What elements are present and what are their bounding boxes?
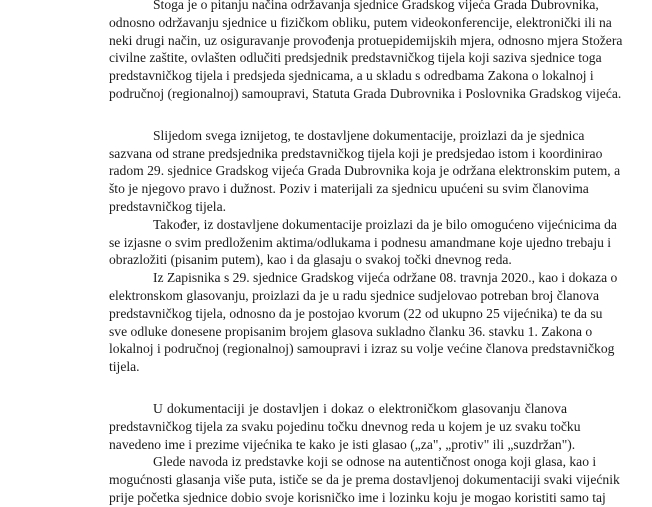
paragraph-5 (0, 400, 581, 453)
paragraph-4 (0, 269, 618, 376)
text-line: lokalnoj i područnoj (regionalnoj) samoupravi i izraz su volje većine članova predstavničkog (109, 341, 615, 357)
text-line: obrazložiti (pisanim putem), kao i da glasaju o svakoj točki dnevnog reda. (109, 252, 512, 268)
paragraph-6 (0, 453, 620, 506)
paragraph-1 (0, 0, 623, 103)
text-line: elektronskom glasovanju, proizlazi da je u radu sjednice sudjelovao potreban broj članova (109, 287, 599, 303)
text-line: Također, iz dostavljene dokumentacije proizlazi da je bilo omogućeno vijećnicima da (153, 216, 617, 232)
text-line: se izjasne o svim predloženim aktima/odlukama i podnesu amandmane koje ujedno trebaju i (109, 234, 612, 250)
text-line: Glede navoda iz predstavke koji se odnose na autentičnost onoga koji glasa, kao i (153, 454, 597, 470)
text-line: Stoga je o pitanju načina održavanja sjednice Gradskog vijeća Grada Dubrovnika, (153, 0, 599, 12)
text-line: što je njegovo pravo i dužnost. Poziv i materijali za sjednicu upućeni su svim članovima (109, 181, 589, 197)
text-line: mogućnosti glasanja više puta, ističe se da je prema dostavljenoj dokumentaciji svaki vijećnik (109, 472, 620, 488)
text-line: predstavničkog tijela za svaku pojedinu točku dnevnog reda u kojem je uz svaku točku (109, 418, 581, 434)
text-line: Iz Zapisnika s 29. sjednice Gradskog vijeća održane 08. travnja 2020., kao i dokaza o (153, 270, 618, 286)
text-line: sazvana od strane predsjednika predstavničkog tijela koji je predsjedao istom i koordinirao (109, 145, 603, 161)
text-line: prije početka sjednice dobio svoje korisničko ime i lozinku koju je mogao koristiti samo taj (109, 489, 606, 505)
paragraph-3 (0, 216, 617, 269)
text-line: U dokumentaciji je dostavljen i dokaz o elektroničkom glasovanju članova (153, 400, 567, 416)
text-line: predstavničkog tijela. (109, 198, 227, 214)
text-line: predstavničkog tijela i predsjeda sjednicama, a u skladu s odredbama Zakona o lokalnoj i (109, 68, 594, 84)
text-line: predstavničkog tijela, odnosno da je postojao kvorum (22 od ukupno 25 vijećnika) te da su (109, 305, 603, 321)
text-line: neki drugi način, uz osiguravanje provođenja protuepidemijskih mjera, odnosno mjera Stožera (109, 32, 623, 48)
text-line: odnosno održavanju sjednice u fizičkom obliku, putem videokonferencije, elektronički ili na (109, 14, 612, 30)
text-line: navedeno ime i prezime vijećnika te kako je isti glasao („za", „protiv" ili „suzdržan"). (109, 436, 576, 452)
text-line: sve odluke donesene propisanim brojem glasova sukladno članku 36. stavku 1. Zakona o (109, 323, 593, 339)
text-line: civilne zaštite, ovlašten odlučiti predsjednik predstavničkog tijela koji saziva sjednice toga (109, 50, 602, 66)
paragraph-2 (0, 127, 621, 216)
text-line: radom 29. sjednice Gradskog vijeća Grada Dubrovnika koja je održana elektronskim putem, a (109, 163, 621, 179)
text-line: Slijedom svega iznijetog, te dostavljene dokumentacije, proizlazi da je sjednica (153, 127, 585, 143)
text-line: područnoj (regionalnoj) samoupravi, Statuta Grada Dubrovnika i Poslovnika Gradskog vijeća. (109, 85, 622, 101)
text-line: tijela. (109, 359, 140, 375)
